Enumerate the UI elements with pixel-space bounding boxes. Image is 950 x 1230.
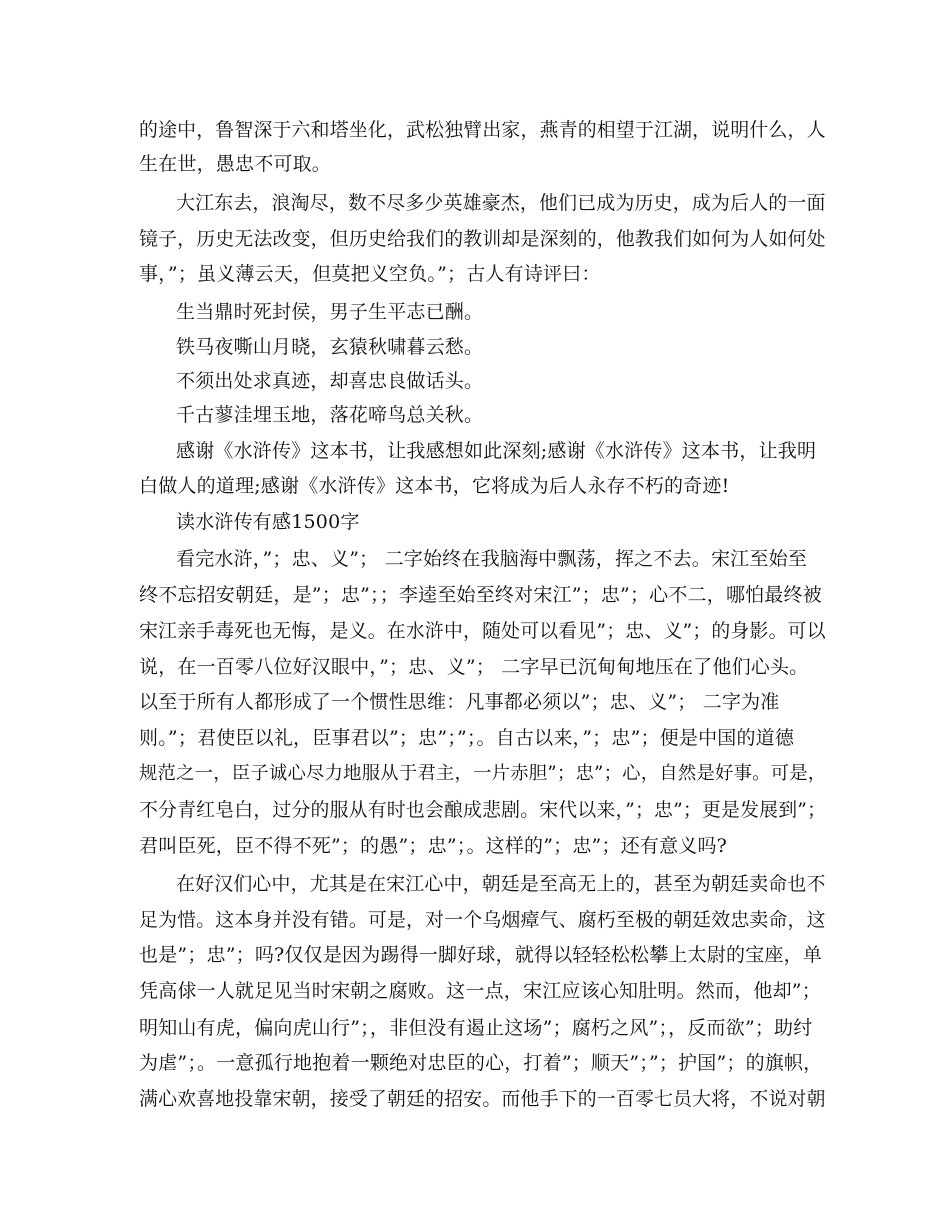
text-line: 白做人的道理;感谢《水浒传》这本书，它将成为后人永存不朽的奇迹!: [139, 475, 730, 497]
text-line: 事，”；虽义薄云天，但莫把义空负。”；古人有诗评曰：: [139, 263, 601, 285]
text-line: 规范之一，臣子诚心尽力地服从于君主，一片赤胆”；忠”；心，自然是好事。可是，: [139, 763, 827, 784]
text-line: 在好汉们心中，尤其是在宋江心中，朝廷是至高无上的，甚至为朝廷卖命也不: [176, 873, 826, 895]
text-line: 宋江亲手毒死也无悔，是义。在水浒中，随处可以看见”；忠、义”；的身影。可以: [139, 620, 826, 642]
poem-line: 生当鼎时死封侯，男子生平志已酬。: [176, 301, 484, 323]
poem-line: 不须出处求真迹，却喜忠良做话头。: [176, 370, 484, 392]
text-line: 为虐”；。一意孤行地抱着一颗绝对忠臣的心，打着”；顺天”；”；护国”；的旗帜，: [139, 1052, 823, 1074]
text-line: 说，在一百零八位好汉眼中，”；忠、义”； 二字早已沉甸甸地压在了他们心头。: [139, 656, 809, 678]
poem-line: 千古蓼洼埋玉地，落花啼鸟总关秋。: [176, 404, 484, 426]
text-line: 不分青红皂白，过分的服从有时也会酿成悲剧。宋代以来，”；忠”；更是发展到”；: [139, 799, 827, 821]
text-line: 满心欢喜地投靠宋朝，接受了朝廷的招安。而他手下的一百零七员大将，不说对朝: [139, 1088, 826, 1110]
text-line: 君叫臣死，臣不得不死”；的愚”；忠”；。这样的”；忠”；还有意义吗?: [139, 835, 728, 857]
text-line: 终不忘招安朝廷，是”；忠”；；李逵至始至终对宋江”；忠”；心不二，哪怕最终被: [139, 584, 822, 606]
text-line: 也是”；忠”；吗?仅仅是因为踢得一脚好球，就得以轻轻松松攀上太尉的宝座，单: [139, 944, 823, 966]
text-line: 以至于所有人都形成了一个惯性思维：凡事都必须以”；忠、义”； 二字为准: [139, 691, 780, 713]
section-title: 读水浒传有感1500字: [176, 511, 360, 533]
text-line: 凭高俅一人就足见当时宋朝之腐败。这一点，宋江应该心知肚明。然而，他却”；: [139, 980, 821, 1002]
text-line: 大江东去，浪淘尽，数不尽多少英雄豪杰，他们已成为历史，成为后人的一面: [176, 192, 826, 214]
text-line: 感谢《水浒传》这本书，让我感想如此深刻;感谢《水浒传》这本书，让我明: [176, 440, 817, 462]
text-line: 看完水浒，”；忠、义”； 二字始终在我脑海中飘荡，挥之不去。宋江至始至: [176, 548, 807, 570]
text-line: 明知山有虎，偏向虎山行”；，非但没有遏止这场”；腐朽之风”；，反而欲”；助纣: [139, 1017, 813, 1039]
poem-line: 铁马夜嘶山月晓，玄猿秋啸暮云愁。: [176, 336, 484, 358]
text-line: 生在世，愚忠不可取。: [139, 153, 332, 175]
text-line: 的途中，鲁智深于六和塔坐化，武松独臂出家，燕青的相望于江湖，说明什么，人: [139, 119, 826, 141]
text-line: 足为惜。这本身并没有错。可是，对一个乌烟瘴气、腐朽至极的朝廷效忠卖命，这: [139, 909, 826, 931]
text-line: 镜子，历史无法改变，但历史给我们的教训却是深刻的，他教我们如何为人如何处: [139, 228, 826, 250]
text-line: 则。”；君使臣以礼，臣事君以”；忠”；”；。自古以来，”；忠”；便是中国的道德: [139, 727, 795, 749]
